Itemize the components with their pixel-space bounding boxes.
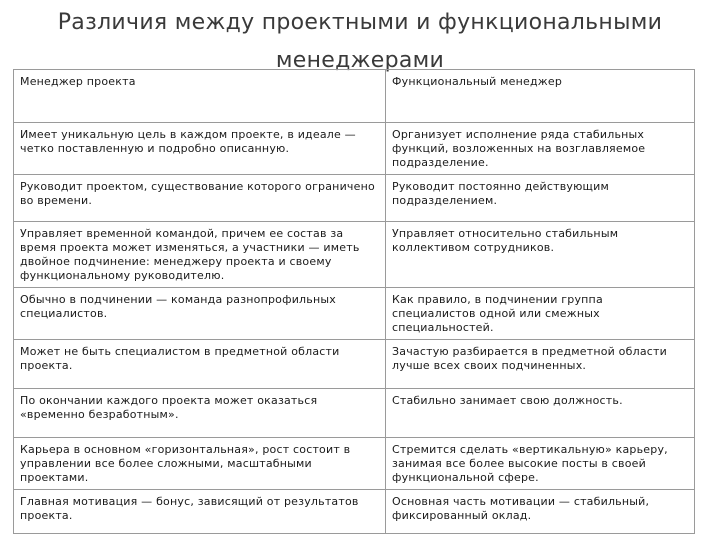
header-functional-manager: Функциональный менеджер xyxy=(386,70,695,123)
table-row xyxy=(14,123,695,175)
cell-functional: Стабильно занимает свою должность. xyxy=(386,389,695,438)
cell-functional: Управляет относительно стабильным коллективом сотрудников. xyxy=(386,222,695,288)
header-project-manager: Менеджер проекта xyxy=(14,70,386,123)
cell-project: По окончании каждого проекта может оказаться «временно безработным». xyxy=(14,389,386,438)
cell-functional: Руководит постоянно действующим подразделением. xyxy=(386,175,695,222)
table-row xyxy=(14,340,695,389)
table-row xyxy=(14,389,695,438)
table-row xyxy=(14,175,695,222)
table-row xyxy=(14,222,695,288)
cell-functional: Организует исполнение ряда стабильных функций, возложенных на возглавляемое подразделение. xyxy=(386,123,695,175)
comparison-table xyxy=(13,69,695,534)
cell-project: Главная мотивация — бонус, зависящий от результатов проекта. xyxy=(14,490,386,534)
table-row xyxy=(14,438,695,490)
cell-functional: Зачастую разбирается в предметной области лучше всех своих подчиненных. xyxy=(386,340,695,389)
cell-project: Управляет временной командой, причем ее состав за время проекта может изменяться, а участники — иметь двойное подчинение: менеджеру проекта и своему функциональному руководителю. xyxy=(14,222,386,288)
table-row xyxy=(14,288,695,340)
cell-functional: Как правило, в подчинении группа специалистов одной или смежных специальностей. xyxy=(386,288,695,340)
cell-project: Имеет уникальную цель в каждом проекте, в идеале — четко поставленную и подробно описанную. xyxy=(14,123,386,175)
title-line-1: Различия между проектными и функциональными xyxy=(57,10,663,35)
cell-project: Может не быть специалистом в предметной области проекта. xyxy=(14,340,386,389)
title-line-2: менеджерами xyxy=(275,48,445,73)
cell-project: Обычно в подчинении — команда разнопрофильных специалистов. xyxy=(14,288,386,340)
cell-project: Руководит проектом, существование которого ограничено во времени. xyxy=(14,175,386,222)
cell-functional: Стремится сделать «вертикальную» карьеру, занимая все более высокие посты в своей функциональной сфере. xyxy=(386,438,695,490)
cell-project: Карьера в основном «горизонтальная», рост состоит в управлении все более сложными, масштабными проектами. xyxy=(14,438,386,490)
cell-functional: Основная часть мотивации — стабильный, фиксированный оклад. xyxy=(386,490,695,534)
table-header-row xyxy=(14,70,695,123)
table-row xyxy=(14,490,695,534)
